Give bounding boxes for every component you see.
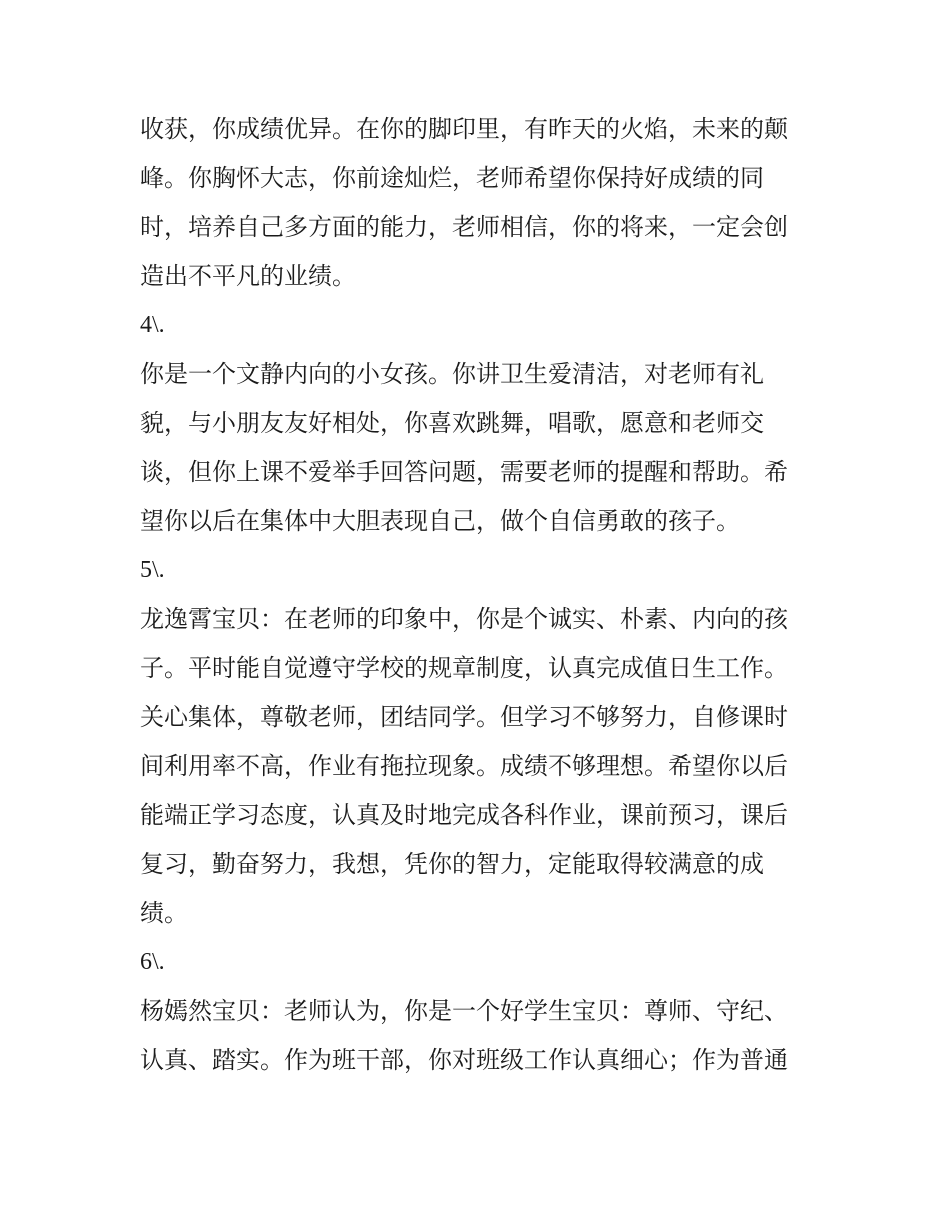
paragraph-line: 造出不平凡的业绩。 [140, 262, 356, 290]
paragraph-line: 收获，你成绩优异。在你的脚印里，有昨天的火焰，未来的颠 [140, 115, 788, 143]
paragraph-line: 谈，但你上课不爱举手回答问题，需要老师的提醒和帮助。希 [140, 458, 788, 486]
document-body [140, 105, 820, 1085]
paragraph-line: 能端正学习态度，认真及时地完成各科作业，课前预习，课后 [140, 801, 788, 829]
paragraph-line: 子。平时能自觉遵守学校的规章制度，认真完成值日生工作。 [140, 654, 788, 682]
paragraph-line: 复习，勤奋努力，我想，凭你的智力，定能取得较满意的成 [140, 850, 764, 878]
paragraph-line: 龙逸霄宝贝：在老师的印象中，你是个诚实、朴素、内向的孩 [140, 605, 788, 633]
paragraph-line: 绩。 [140, 899, 188, 927]
paragraph-line: 貌，与小朋友友好相处，你喜欢跳舞，唱歌，愿意和老师交 [140, 409, 764, 437]
section-number: 4\. [140, 312, 165, 338]
paragraph-line: 峰。你胸怀大志，你前途灿烂，老师希望你保持好成绩的同 [140, 164, 764, 192]
section-number: 6\. [140, 949, 165, 975]
paragraph-line: 望你以后在集体中大胆表现自己，做个自信勇敢的孩子。 [140, 507, 740, 535]
section-number: 5\. [140, 557, 165, 583]
paragraph-line: 杨嫣然宝贝：老师认为，你是一个好学生宝贝：尊师、守纪、 [140, 997, 788, 1025]
paragraph-line: 你是一个文静内向的小女孩。你讲卫生爱清洁，对老师有礼 [140, 360, 764, 388]
paragraph-line: 认真、踏实。作为班干部，你对班级工作认真细心；作为普通 [140, 1046, 788, 1074]
paragraph-line: 关心集体，尊敬老师，团结同学。但学习不够努力，自修课时 [140, 703, 788, 731]
paragraph-line: 间利用率不高，作业有拖拉现象。成绩不够理想。希望你以后 [140, 752, 788, 780]
paragraph-line: 时，培养自己多方面的能力，老师相信，你的将来，一定会创 [140, 213, 788, 241]
